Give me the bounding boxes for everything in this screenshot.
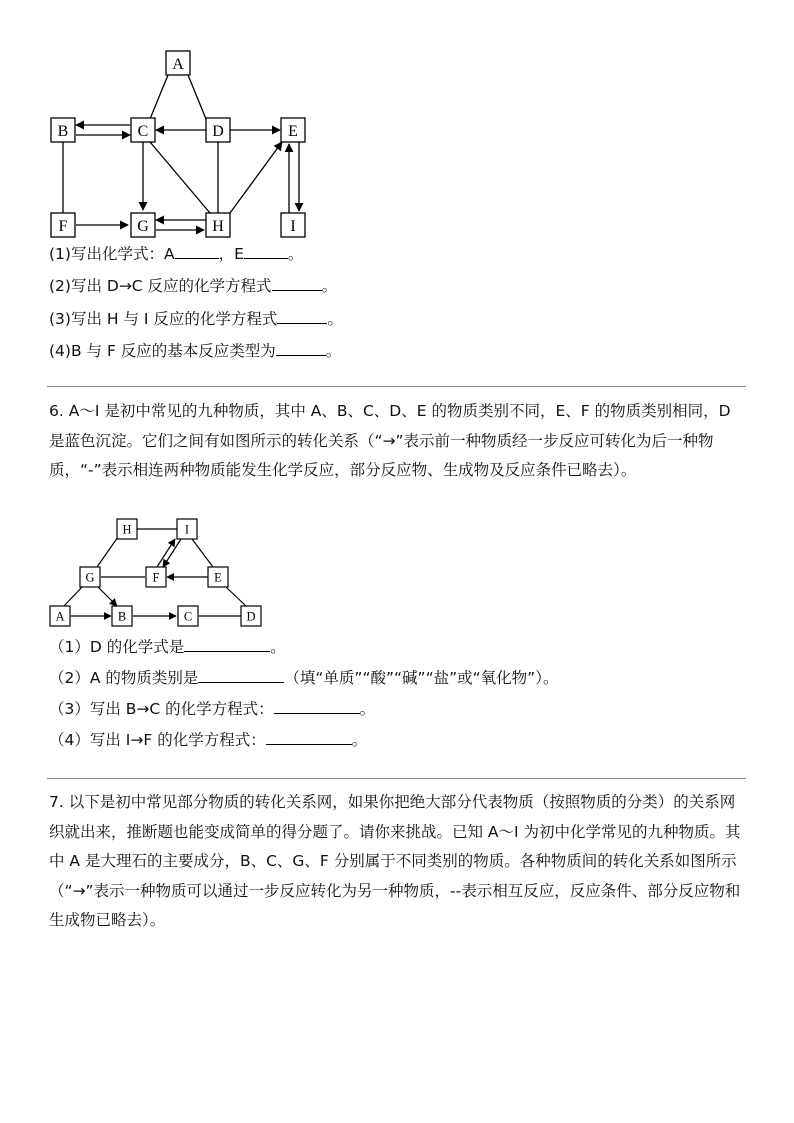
node-label: H [122,522,132,537]
edge-e-d [226,587,246,606]
node-label: A [55,609,65,624]
node-label: B [117,609,127,624]
node-label: F [58,218,68,235]
node-label: C [183,609,193,624]
edge-i-e [192,539,213,567]
q5-line-2: (2)写出 D→C 反应的化学方程式 。 [49,277,338,295]
q6-question-1: （1）D 的化学式是 。 [49,638,286,656]
node-label: C [137,123,149,140]
edge-a-c [150,75,168,119]
q7-intro: 7. 以下是初中常见部分物质的转化关系网，如果你把绝大部分代表物质（按照物质的分类）的关系网织就出来，推断题也能变成简单的得分题了。请你来挑战。已知 A～I 为初中化学常见的九种物质。其中 A 是大理石的主要成分，B、C、G、F 分别属于不同类别的物质。各种物质间的转化关系如图所示（“→”表示一种物质可以通过一步反应转化为另一种物质，--表示相互反应，反应条件、部分反应物和生成物已略去）。 [49,793,741,929]
node-label: F [152,570,160,585]
q5-line-3: (3)写出 H 与 I 反应的化学方程式 。 [49,310,343,328]
q6-question-4: （4）写出 I→F 的化学方程式： 。 [49,731,368,749]
reaction-diagram-2 [0,510,794,632]
node-label: I [290,218,296,235]
q6-intro: 6. A～I 是初中常见的九种物质，其中 A、B、C、D、E 的物质类别不同，E、F 的物质类别相同，D 是蓝色沉淀。它们之间有如图所示的转化关系（“→”表示前一种物质经一步反应可转化为后一种物质，“-”表示相连两种物质能发生化学反应，部分反应物、生成物及反应条件已略去）。 [49,402,731,479]
node-label: H [212,218,224,235]
answer-blank[interactable] [198,668,284,683]
node-label: D [212,123,224,140]
answer-blank[interactable] [274,699,360,714]
answer-blank[interactable] [244,244,288,259]
edge-h-g [97,537,118,567]
edge-g-b-arrow [98,587,117,606]
edge-a-g [64,587,82,606]
node-label: D [246,609,256,624]
answer-blank[interactable] [184,637,270,652]
q5-line-1: (1)写出化学式：A ，E 。 [49,245,304,263]
section-divider [47,778,746,779]
reaction-diagram-1 [0,0,794,245]
edge-c-h [150,142,210,213]
answer-blank[interactable] [277,309,327,324]
edge-a-d [188,75,206,119]
node-label: B [57,123,69,140]
answer-blank[interactable] [276,341,326,356]
section-divider [47,386,746,387]
node-label: A [172,56,184,73]
node-label: I [184,522,190,537]
answer-blank[interactable] [175,244,219,259]
edge-h-e-arrow [230,142,282,213]
q5-line-4: (4)B 与 F 反应的基本反应类型为 。 [49,342,342,360]
node-label: E [288,123,298,140]
node-label: G [137,218,149,235]
q6-question-2: （2）A 的物质类别是 （填“单质”“酸”“碱”“盐”或“氧化物”）。 [49,669,559,687]
q6-question-3: （3）写出 B→C 的化学方程式： 。 [49,700,376,718]
node-label: G [85,570,95,585]
node-label: E [214,570,222,585]
answer-blank[interactable] [272,276,322,291]
answer-blank[interactable] [266,730,352,745]
